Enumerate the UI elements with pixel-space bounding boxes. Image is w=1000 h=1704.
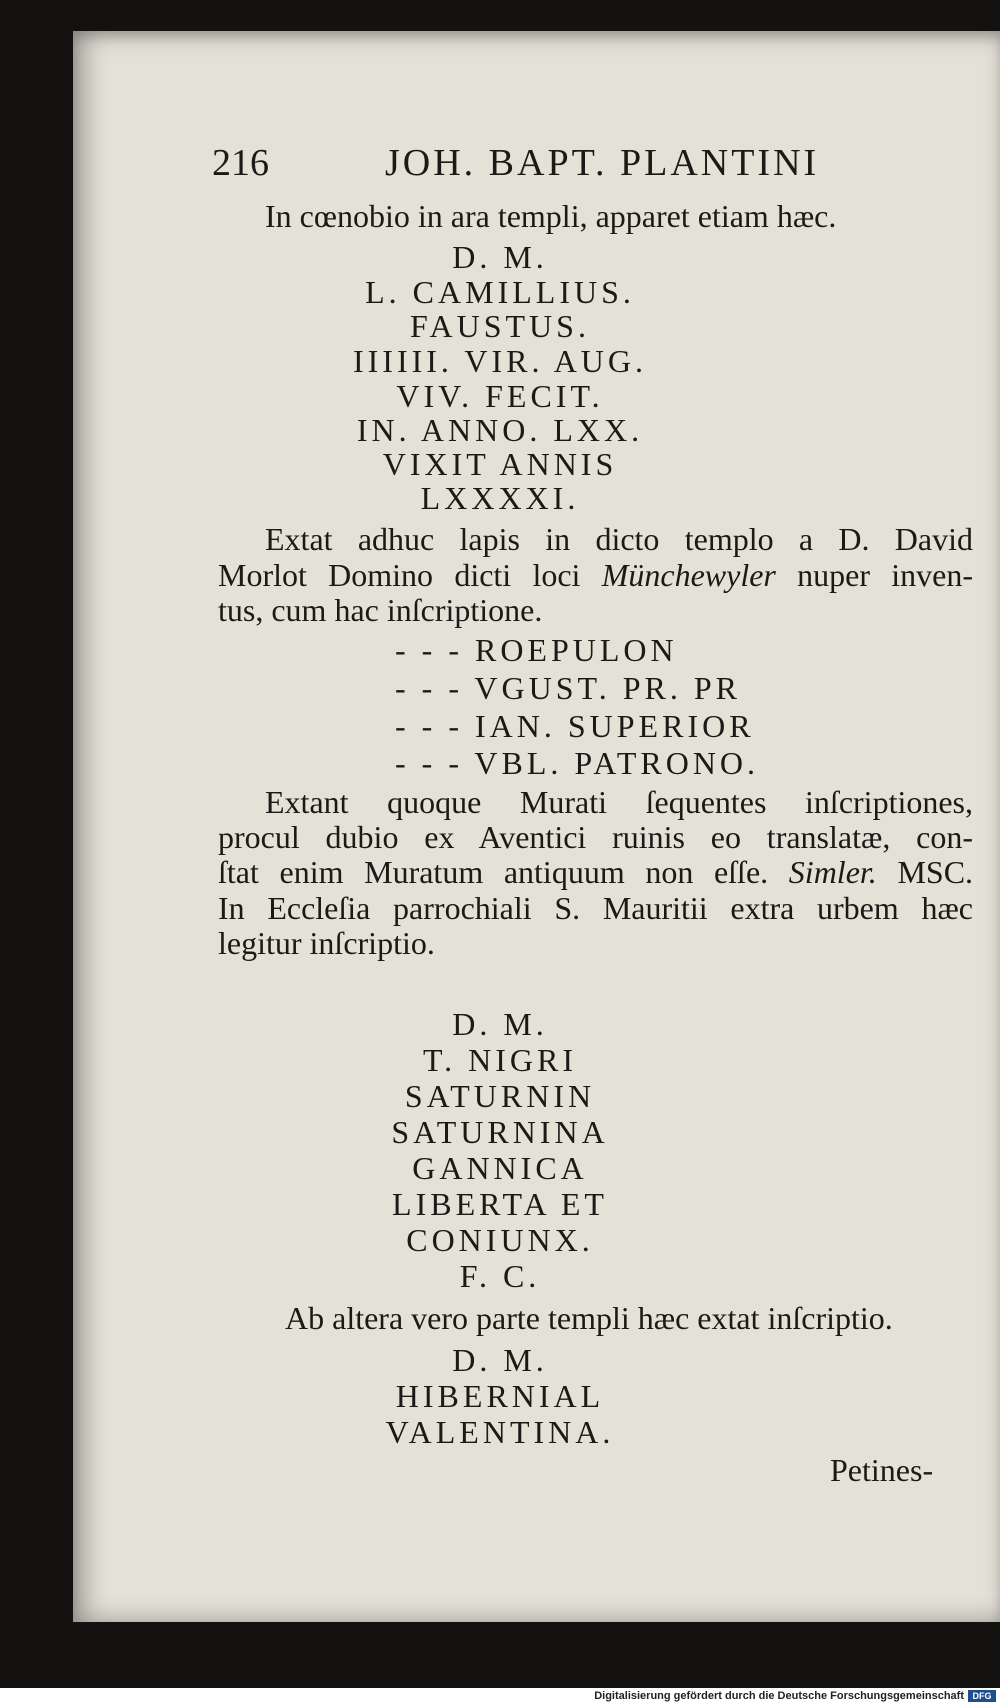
inscription-line: LIBERTA ET [392, 1186, 608, 1222]
text-line: ſtat enim Muratum antiquum non eſſe. Simler. MSC. [218, 854, 974, 890]
text-line: Extant quoque Murati ſequentes inſcriptiones, [265, 784, 973, 820]
funding-credit: Digitalisierung gefördert durch die Deutsche Forschungsgemeinschaft [594, 1690, 964, 1702]
inscription-line: - - - ROEPULON [395, 632, 678, 668]
inscription-line: IIIIII. VIR. AUG. [352, 343, 648, 379]
page-number: 216 [212, 142, 269, 184]
text-line: Ab altera vero parte templi hæc extat inſcriptio. [285, 1300, 893, 1336]
inscription-line: L. CAMILLIUS. [365, 274, 635, 310]
catchword: Petines- [830, 1452, 934, 1488]
inscription-line: CONIUNX. [406, 1222, 594, 1258]
inscription-line: D. M. [452, 239, 548, 275]
text-line: In cœnobio in ara templi, apparet etiam hæc. [265, 198, 837, 234]
inscription-line: F. C. [459, 1258, 541, 1294]
inscription-line: IN. ANNO. LXX. [356, 412, 644, 448]
inscription-line: SATURNINA [391, 1114, 609, 1150]
inscription-line: LXXXXI. [420, 480, 580, 516]
inscription-line: HIBERNIAL [395, 1378, 605, 1414]
inscription-line: - - - VGUST. PR. PR [395, 670, 741, 706]
inscription-line: FAUSTUS. [410, 308, 590, 344]
text-line: tus, cum hac inſcriptione. [218, 592, 543, 628]
inscription-line: SATURNIN [404, 1078, 596, 1114]
inscription-line: GANNICA [412, 1150, 588, 1186]
text-line: Extat adhuc lapis in dicto templo a D. David [265, 521, 973, 557]
inscription-line: T. NIGRI [422, 1042, 578, 1078]
text-line: legitur inſcriptio. [218, 925, 435, 961]
inscription-line: D. M. [452, 1342, 548, 1378]
text-line: In Eccleſia parrochiali S. Mauritii extra urbem hæc [218, 890, 973, 926]
inscription-line: D. M. [452, 1006, 548, 1042]
inscription-line: VALENTINA. [385, 1414, 615, 1450]
dfg-logo: DFG [968, 1690, 996, 1702]
inscription-line: - - - IAN. SUPERIOR [395, 708, 755, 744]
place-name: Münchewyler [601, 557, 776, 593]
text-line: Morlot Domino dicti loci Münchewyler nuper inven- [218, 557, 973, 593]
running-title: JOH. BAPT. PLANTINI [385, 142, 820, 184]
text-line: procul dubio ex Aventici ruinis eo translatæ, con- [218, 819, 973, 855]
inscription-line: - - - VBL. PATRONO. [395, 745, 760, 781]
inscription-line: VIV. FECIT. [396, 378, 604, 414]
source-name: Simler. [788, 854, 877, 890]
inscription-line: VIXIT ANNIS [382, 446, 618, 482]
